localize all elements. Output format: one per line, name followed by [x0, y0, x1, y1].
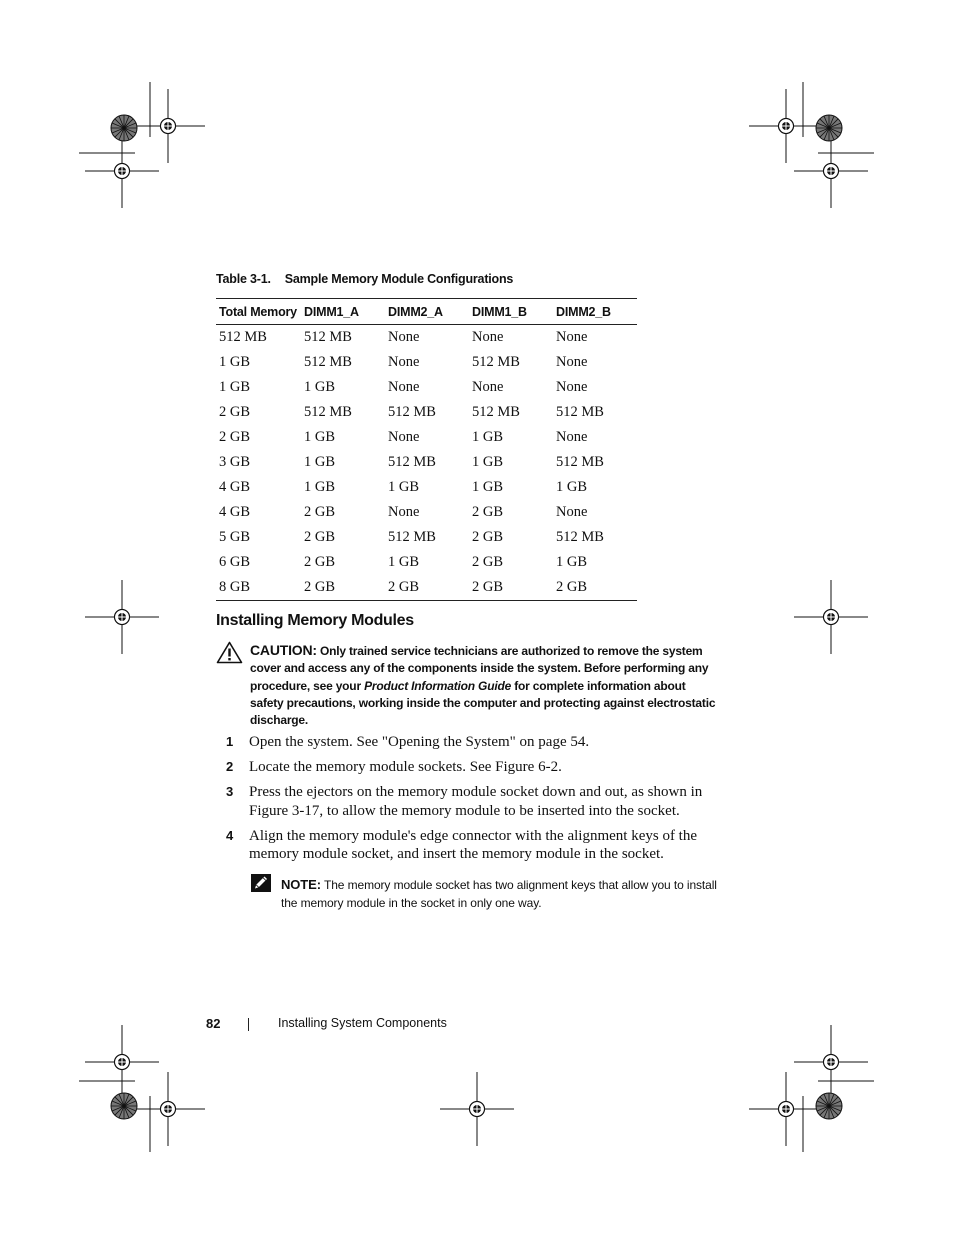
table-row	[216, 375, 637, 400]
table-cell: 4 GB	[219, 504, 251, 520]
table-cell: 2 GB	[304, 504, 336, 520]
table-cell: 1 GB	[304, 429, 336, 445]
step-text: Open the system. See "Opening the System" on page 54.	[249, 734, 590, 750]
table-cell: 512 MB	[556, 529, 604, 545]
table-cell: 512 MB	[304, 329, 352, 345]
step-text: Press the ejectors on the memory module socket down and out, as shown in Figure 3-17, to allow the memory module to be inserted into the socket.	[249, 784, 703, 819]
step-text: Align the memory module's edge connector with the alignment keys of the memory module socket, and insert the memory module in the socket.	[249, 827, 698, 862]
table-cell: 1 GB	[472, 429, 504, 445]
step-number: 4	[226, 827, 234, 843]
table-cell: 2 GB	[304, 554, 336, 570]
header-total-memory: Total Memory	[216, 299, 301, 325]
table-cell: 1 GB	[388, 554, 420, 570]
table-cell: 512 MB	[219, 329, 267, 345]
note-label: NOTE:	[281, 877, 321, 892]
caution-text-before: Only trained service technicians are authorized to remove the system cover and access any of the components inside the system. Before performing any procedure, see your	[250, 644, 709, 693]
table-cell: None	[472, 379, 504, 395]
step-number: 2	[226, 759, 234, 774]
caution-notice	[250, 642, 720, 729]
table-cell: 3 GB	[219, 454, 251, 470]
table-caption-title: Sample Memory Module Configurations	[284, 272, 514, 286]
table-cell: 2 GB	[301, 575, 385, 601]
note-pencil-icon	[250, 873, 272, 893]
table-cell: 1 GB	[472, 454, 504, 470]
table-row	[216, 475, 637, 500]
header-dimm1-a: DIMM1_A	[301, 299, 385, 325]
table-cell: None	[556, 379, 588, 395]
table-cell: 5 GB	[219, 529, 251, 545]
table-cell: 1 GB	[304, 454, 336, 470]
table-cell: 512 MB	[556, 454, 604, 470]
table-cell: 512 MB	[388, 404, 436, 420]
table-cell: 2 GB	[219, 404, 251, 420]
table-cell: 512 MB	[304, 354, 352, 370]
step-number: 1	[226, 734, 234, 749]
table-cell: None	[388, 429, 420, 445]
table-caption	[216, 272, 513, 286]
table-cell: None	[388, 329, 420, 345]
footer-divider	[248, 1018, 249, 1031]
table-cell: 4 GB	[219, 479, 251, 495]
table-cell: 2 GB	[472, 529, 504, 545]
table-cell: None	[388, 379, 420, 395]
table-row	[216, 325, 637, 351]
footer-section-title: Installing System Components	[278, 1016, 447, 1030]
page-number: 82	[206, 1016, 221, 1031]
table-cell: 1 GB	[219, 379, 251, 395]
table-cell: None	[388, 504, 420, 520]
table-cell: 1 GB	[556, 479, 588, 495]
list-item	[226, 758, 721, 777]
table-cell: None	[556, 504, 588, 520]
step-number: 3	[226, 784, 234, 799]
caution-label: CAUTION:	[250, 642, 317, 658]
table-caption-number: Table 3-1.	[216, 272, 271, 286]
table-cell: 512 MB	[388, 529, 436, 545]
header-dimm1-b: DIMM1_B	[469, 299, 553, 325]
table-cell: None	[388, 354, 420, 370]
table-cell: 2 GB	[553, 575, 637, 601]
step-text: Locate the memory module sockets. See Figure 6-2.	[249, 759, 562, 775]
table-row	[216, 425, 637, 450]
note-box	[281, 876, 721, 912]
header-dimm2-a: DIMM2_A	[385, 299, 469, 325]
table-cell: 1 GB	[556, 554, 588, 570]
table-cell: None	[556, 329, 588, 345]
list-item	[226, 783, 721, 820]
table-row	[216, 525, 637, 550]
table-cell: 2 GB	[385, 575, 469, 601]
note-text: The memory module socket has two alignment keys that allow you to install the memory module in the socket in only one way.	[281, 878, 717, 910]
table-row	[216, 550, 637, 575]
table-cell: 1 GB	[388, 479, 420, 495]
table-row	[216, 350, 637, 375]
table-cell: 1 GB	[472, 479, 504, 495]
list-item	[226, 827, 721, 864]
table-cell: None	[556, 429, 588, 445]
table-row	[216, 450, 637, 475]
table-cell: 512 MB	[472, 404, 520, 420]
table-row	[216, 500, 637, 525]
table-cell: 2 GB	[304, 529, 336, 545]
procedure-steps	[226, 733, 721, 870]
table-cell: 512 MB	[304, 404, 352, 420]
table-cell: None	[472, 329, 504, 345]
table-cell: 2 GB	[472, 504, 504, 520]
table-cell: None	[556, 354, 588, 370]
table-cell: 6 GB	[219, 554, 251, 570]
table-cell: 512 MB	[388, 454, 436, 470]
table-cell: 2 GB	[472, 554, 504, 570]
table-cell: 2 GB	[219, 429, 251, 445]
table-cell: 2 GB	[469, 575, 553, 601]
table-cell: 1 GB	[304, 379, 336, 395]
section-heading: Installing Memory Modules	[216, 612, 414, 629]
table-cell: 8 GB	[216, 575, 301, 601]
memory-config-table	[216, 298, 637, 601]
caution-text-after: for complete information about safety precautions, working inside the computer and protecting against electrostatic discharge.	[250, 678, 716, 728]
table-cell: 512 MB	[556, 404, 604, 420]
table-cell: 1 GB	[304, 479, 336, 495]
list-item	[226, 733, 721, 752]
caution-emphasis: Product Information Guide	[364, 678, 512, 693]
table-header-row	[216, 299, 637, 325]
table-cell: 1 GB	[219, 354, 251, 370]
table-row	[216, 400, 637, 425]
header-dimm2-b: DIMM2_B	[553, 299, 637, 325]
table-row	[216, 575, 637, 601]
caution-triangle-icon	[216, 641, 243, 664]
table-cell: 512 MB	[472, 354, 520, 370]
